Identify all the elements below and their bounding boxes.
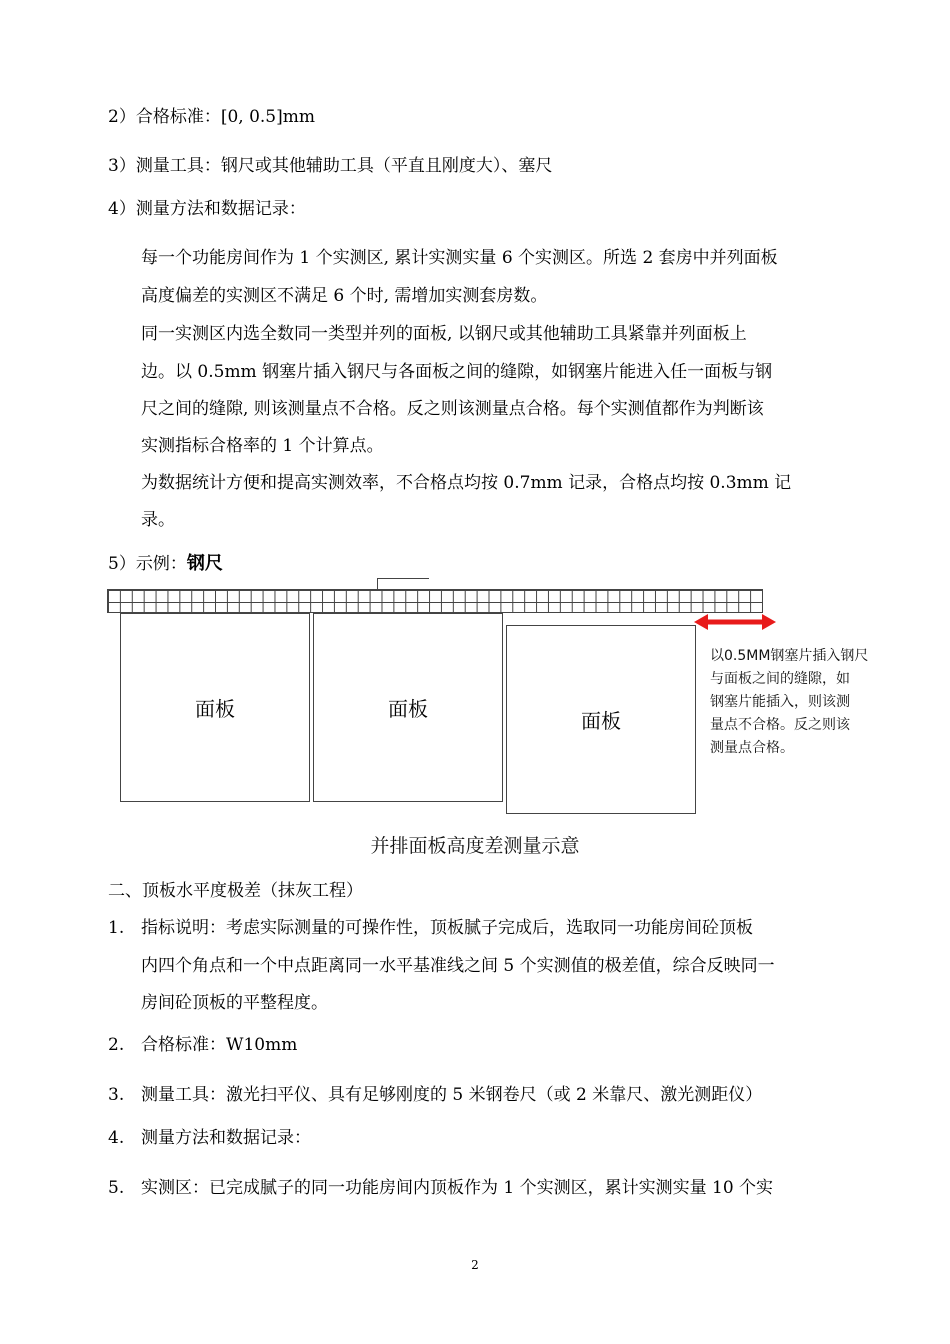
paragraph-line: 尺之间的缝隙, 则该测量点不合格。反之则该测量点合格。每个实测值都作为判断该 (141, 399, 764, 419)
item-text: 内四个角点和一个中点距离同一水平基准线之间 5 个实测值的极差值，综合反映同一 (141, 956, 775, 976)
tools-line: 3）测量工具：钢尺或其他辅助工具（平直且刚度大）、塞尺 (108, 156, 553, 176)
method-line: 4）测量方法和数据记录： (108, 199, 306, 219)
double-arrow-icon (694, 612, 776, 632)
section-heading: 二、顶板水平度极差（抹灰工程） (108, 881, 363, 901)
note-line: 测量点合格。 (710, 740, 794, 756)
paragraph-line: 每一个功能房间作为 1 个实测区, 累计实测实量 6 个实测区。所选 2 套房中并列面板 (141, 248, 778, 268)
diagram-caption: 并排面板高度差测量示意 (370, 835, 580, 857)
note-line: 钢塞片能插入，则该测 (710, 694, 850, 710)
paragraph-line: 录。 (141, 510, 175, 530)
panel-3 (506, 625, 696, 814)
item-number: 4. (108, 1128, 125, 1148)
paragraph-line: 为数据统计方便和提高实测效率，不合格点均按 0.7mm 记录，合格点均按 0.3mm 记 (141, 473, 792, 493)
page-number: 2 (471, 1258, 479, 1272)
paragraph-line: 边。以 0.5mm 钢塞片插入钢尺与各面板之间的缝隙，如钢塞片能进入任一面板与钢 (141, 362, 773, 382)
item-number: 3. (108, 1085, 125, 1105)
example-line (108, 553, 223, 575)
example-prefix: 5）示例： (108, 554, 187, 574)
paragraph-line: 实测指标合格率的 1 个计算点。 (141, 436, 384, 456)
item-text: 指标说明：考虑实际测量的可操作性，顶板腻子完成后，选取同一功能房间砼顶板 (141, 918, 753, 938)
note-line: 量点不合格。反之则该 (710, 717, 850, 733)
steel-ruler (107, 589, 763, 613)
item-text: 实测区：已完成腻子的同一功能房间内顶板作为 1 个实测区，累计实测实量 10 个实 (141, 1178, 774, 1198)
item-number: 2. (108, 1035, 125, 1055)
panel-label: 面板 (195, 697, 235, 721)
ruler-label: 钢尺 (186, 553, 223, 574)
ruler-tag (377, 578, 429, 589)
item-number: 5. (108, 1178, 125, 1198)
item-text: 房间砼顶板的平整程度。 (141, 993, 328, 1013)
item-number: 1. (108, 918, 125, 938)
panel-label: 面板 (581, 709, 621, 733)
item-text: 合格标准：W10mm (141, 1035, 298, 1055)
paragraph-line: 同一实测区内选全数同一类型并列的面板, 以钢尺或其他辅助工具紧靠并列面板上 (141, 324, 747, 344)
panel-1 (120, 613, 310, 802)
note-line: 以0.5MM钢塞片插入钢尺 (710, 648, 869, 664)
panel-label: 面板 (388, 697, 428, 721)
item-text: 测量工具：激光扫平仪、具有足够刚度的 5 米钢卷尺（或 2 米靠尺、激光测距仪） (141, 1085, 763, 1105)
item-text: 测量方法和数据记录： (141, 1128, 311, 1148)
standard-line: 2）合格标准：[0, 0.5]mm (108, 107, 315, 127)
paragraph-line: 高度偏差的实测区不满足 6 个时, 需增加实测套房数。 (141, 286, 548, 306)
note-line: 与面板之间的缝隙，如 (710, 671, 850, 687)
measurement-note (710, 645, 890, 760)
panel-2 (313, 613, 503, 802)
